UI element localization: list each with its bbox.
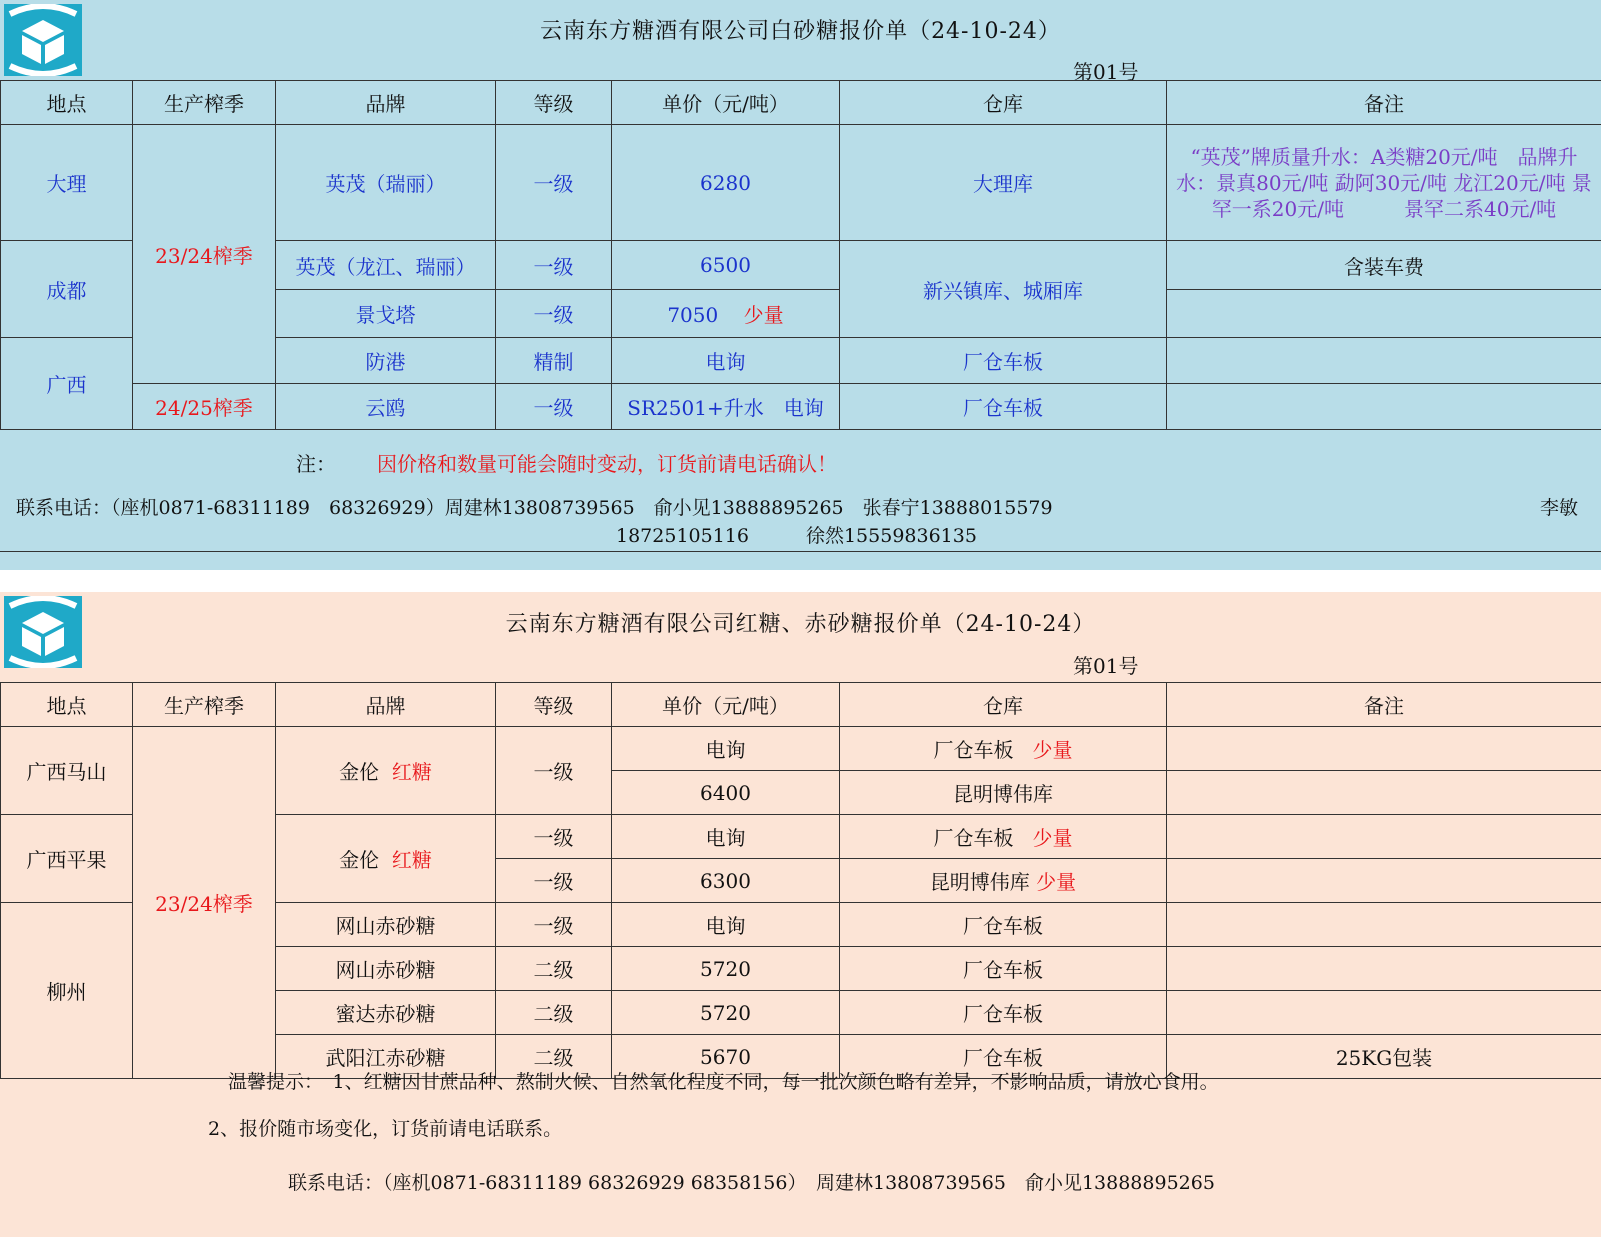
warehouse-cell: 厂仓车板 bbox=[840, 991, 1167, 1035]
brand-cell: 英茂（瑞丽） bbox=[276, 125, 496, 241]
warehouse-note: 少量 bbox=[1032, 738, 1073, 762]
warehouse-note: 少量 bbox=[1032, 826, 1073, 850]
header-price: 单价（元/吨） bbox=[612, 81, 840, 125]
note-label: 注： bbox=[296, 452, 336, 476]
divider bbox=[0, 551, 1601, 552]
contact-name: 李敏 bbox=[1540, 497, 1579, 519]
remark-cell bbox=[1167, 903, 1601, 947]
warehouse-name: 厂仓车板 bbox=[933, 826, 1014, 850]
header-season: 生产榨季 bbox=[133, 81, 276, 125]
header-grade: 等级 bbox=[496, 683, 612, 727]
contact-line: 联系电话：（座机0871-68311189 68326929 68358156） 周建林13808739565 俞小见13888895265 bbox=[288, 1172, 1215, 1194]
header-price: 单价（元/吨） bbox=[612, 683, 840, 727]
brand-type: 红糖 bbox=[391, 848, 432, 872]
brand-cell: 英茂（龙江、瑞丽） bbox=[276, 241, 496, 290]
price-cell: 6300 bbox=[612, 859, 840, 903]
grade-cell: 一级 bbox=[496, 290, 612, 338]
sheet-number: 第01号 bbox=[1073, 654, 1139, 678]
brown-sugar-sheet bbox=[0, 592, 1601, 1237]
remark-cell bbox=[1167, 859, 1601, 903]
price-cell: 电询 bbox=[612, 727, 840, 771]
table-row bbox=[1, 384, 1601, 430]
grade-cell: 一级 bbox=[496, 384, 612, 430]
remark-cell bbox=[1167, 338, 1601, 384]
tip-line: 2、报价随市场变化，订货前请电话联系。 bbox=[208, 1118, 563, 1140]
header-remark: 备注 bbox=[1167, 683, 1601, 727]
table-header-row bbox=[1, 683, 1601, 727]
header-brand: 品牌 bbox=[276, 81, 496, 125]
price-cell: 6280 bbox=[612, 125, 840, 241]
warehouse-cell: 厂仓车板 bbox=[840, 1035, 1167, 1079]
price-cell: SR2501+升水 电询 bbox=[612, 384, 840, 430]
warehouse-cell bbox=[840, 727, 1167, 771]
contact-line: 联系电话：（座机0871-68311189 68326929）周建林13808739565 俞小见13888895265 张春宁13888015579 bbox=[16, 497, 1053, 519]
season-cell: 24/25榨季 bbox=[133, 384, 276, 430]
warehouse-name: 昆明博伟库 bbox=[929, 870, 1030, 894]
remark-cell bbox=[1167, 947, 1601, 991]
remark-cell: 25KG包装 bbox=[1167, 1035, 1601, 1079]
grade-cell: 二级 bbox=[496, 991, 612, 1035]
brand-name: 金伦 bbox=[339, 848, 380, 872]
location-cell: 广西马山 bbox=[1, 727, 133, 815]
warehouse-cell: 大理库 bbox=[840, 125, 1167, 241]
table-row bbox=[1, 727, 1601, 771]
header-warehouse: 仓库 bbox=[840, 81, 1167, 125]
price-cell: 6500 bbox=[612, 241, 840, 290]
price-cell: 电询 bbox=[612, 815, 840, 859]
brand-cell: 景戈塔 bbox=[276, 290, 496, 338]
price-cell: 电询 bbox=[612, 338, 840, 384]
sheet-title: 云南东方糖酒有限公司白砂糖报价单（24-10-24） bbox=[540, 19, 1061, 44]
tip-line: 温馨提示： 1、红糖因甘蔗品种、熬制火候、自然氧化程度不同，每一批次颜色略有差异，不影响品质，请放心食用。 bbox=[228, 1071, 1219, 1093]
header-location: 地点 bbox=[1, 683, 133, 727]
price-cell: 电询 bbox=[612, 903, 840, 947]
remark-cell bbox=[1167, 290, 1601, 338]
table-row bbox=[1, 125, 1601, 241]
brand-cell: 防港 bbox=[276, 338, 496, 384]
header-location: 地点 bbox=[1, 81, 133, 125]
remark-cell bbox=[1167, 815, 1601, 859]
brand-cell bbox=[276, 815, 496, 903]
brand-cell: 蜜达赤砂糖 bbox=[276, 991, 496, 1035]
grade-cell: 一级 bbox=[496, 903, 612, 947]
grade-cell: 精制 bbox=[496, 338, 612, 384]
brand-cell: 网山赤砂糖 bbox=[276, 903, 496, 947]
brand-name: 金伦 bbox=[339, 760, 380, 784]
white-sugar-sheet bbox=[0, 0, 1601, 570]
remark-cell bbox=[1167, 727, 1601, 771]
remark-cell: 含装车费 bbox=[1167, 241, 1601, 290]
season-cell: 23/24榨季 bbox=[133, 125, 276, 384]
price-cell: 6400 bbox=[612, 771, 840, 815]
price-value: 7050 bbox=[667, 303, 719, 327]
white-sugar-table bbox=[0, 80, 1601, 430]
note-text: 因价格和数量可能会随时变动，订货前请电话确认！ bbox=[377, 452, 837, 476]
warehouse-cell: 昆明博伟库 bbox=[840, 771, 1167, 815]
brand-cell: 云鸥 bbox=[276, 384, 496, 430]
remark-cell bbox=[1167, 771, 1601, 815]
location-cell: 柳州 bbox=[1, 903, 133, 1079]
price-cell bbox=[612, 290, 840, 338]
remark-cell bbox=[1167, 991, 1601, 1035]
brown-sugar-table bbox=[0, 682, 1601, 1079]
sheet-number: 第01号 bbox=[1073, 60, 1139, 84]
header-grade: 等级 bbox=[496, 81, 612, 125]
header-brand: 品牌 bbox=[276, 683, 496, 727]
season-cell: 23/24榨季 bbox=[133, 727, 276, 1079]
grade-cell: 二级 bbox=[496, 947, 612, 991]
warehouse-cell: 新兴镇库、城厢库 bbox=[840, 241, 1167, 338]
sheet-title: 云南东方糖酒有限公司红糖、赤砂糖报价单（24-10-24） bbox=[505, 612, 1096, 637]
grade-cell: 一级 bbox=[496, 125, 612, 241]
table-header-row bbox=[1, 81, 1601, 125]
price-cell: 5670 bbox=[612, 1035, 840, 1079]
price-cell: 5720 bbox=[612, 947, 840, 991]
warehouse-cell bbox=[840, 859, 1167, 903]
location-cell: 广西 bbox=[1, 338, 133, 430]
price-cell: 5720 bbox=[612, 991, 840, 1035]
warehouse-name: 厂仓车板 bbox=[933, 738, 1014, 762]
warehouse-cell: 厂仓车板 bbox=[840, 947, 1167, 991]
location-cell: 成都 bbox=[1, 241, 133, 338]
header-season: 生产榨季 bbox=[133, 683, 276, 727]
brand-cell: 武阳江赤砂糖 bbox=[276, 1035, 496, 1079]
header-remark: 备注 bbox=[1167, 81, 1601, 125]
warehouse-cell bbox=[840, 815, 1167, 859]
grade-cell: 一级 bbox=[496, 241, 612, 290]
location-cell: 大理 bbox=[1, 125, 133, 241]
remark-cell: “英茂”牌质量升水：A类糖20元/吨 品牌升水：景真80元/吨 勐阿30元/吨 龙江20元/吨 景罕一系20元/吨 景罕二系40元/吨 bbox=[1167, 125, 1601, 241]
price-note: 少量 bbox=[743, 303, 784, 327]
warehouse-cell: 厂仓车板 bbox=[840, 384, 1167, 430]
brand-cell bbox=[276, 727, 496, 815]
contact-line: 18725105116 徐然15559836135 bbox=[616, 525, 977, 547]
warehouse-cell: 厂仓车板 bbox=[840, 338, 1167, 384]
grade-cell: 二级 bbox=[496, 1035, 612, 1079]
brand-type: 红糖 bbox=[391, 760, 432, 784]
header-warehouse: 仓库 bbox=[840, 683, 1167, 727]
grade-cell: 一级 bbox=[496, 815, 612, 859]
warehouse-note: 少量 bbox=[1036, 870, 1077, 894]
location-cell: 广西平果 bbox=[1, 815, 133, 903]
remark-cell bbox=[1167, 384, 1601, 430]
brand-cell: 网山赤砂糖 bbox=[276, 947, 496, 991]
grade-cell: 一级 bbox=[496, 727, 612, 815]
warehouse-cell: 厂仓车板 bbox=[840, 903, 1167, 947]
grade-cell: 一级 bbox=[496, 859, 612, 903]
